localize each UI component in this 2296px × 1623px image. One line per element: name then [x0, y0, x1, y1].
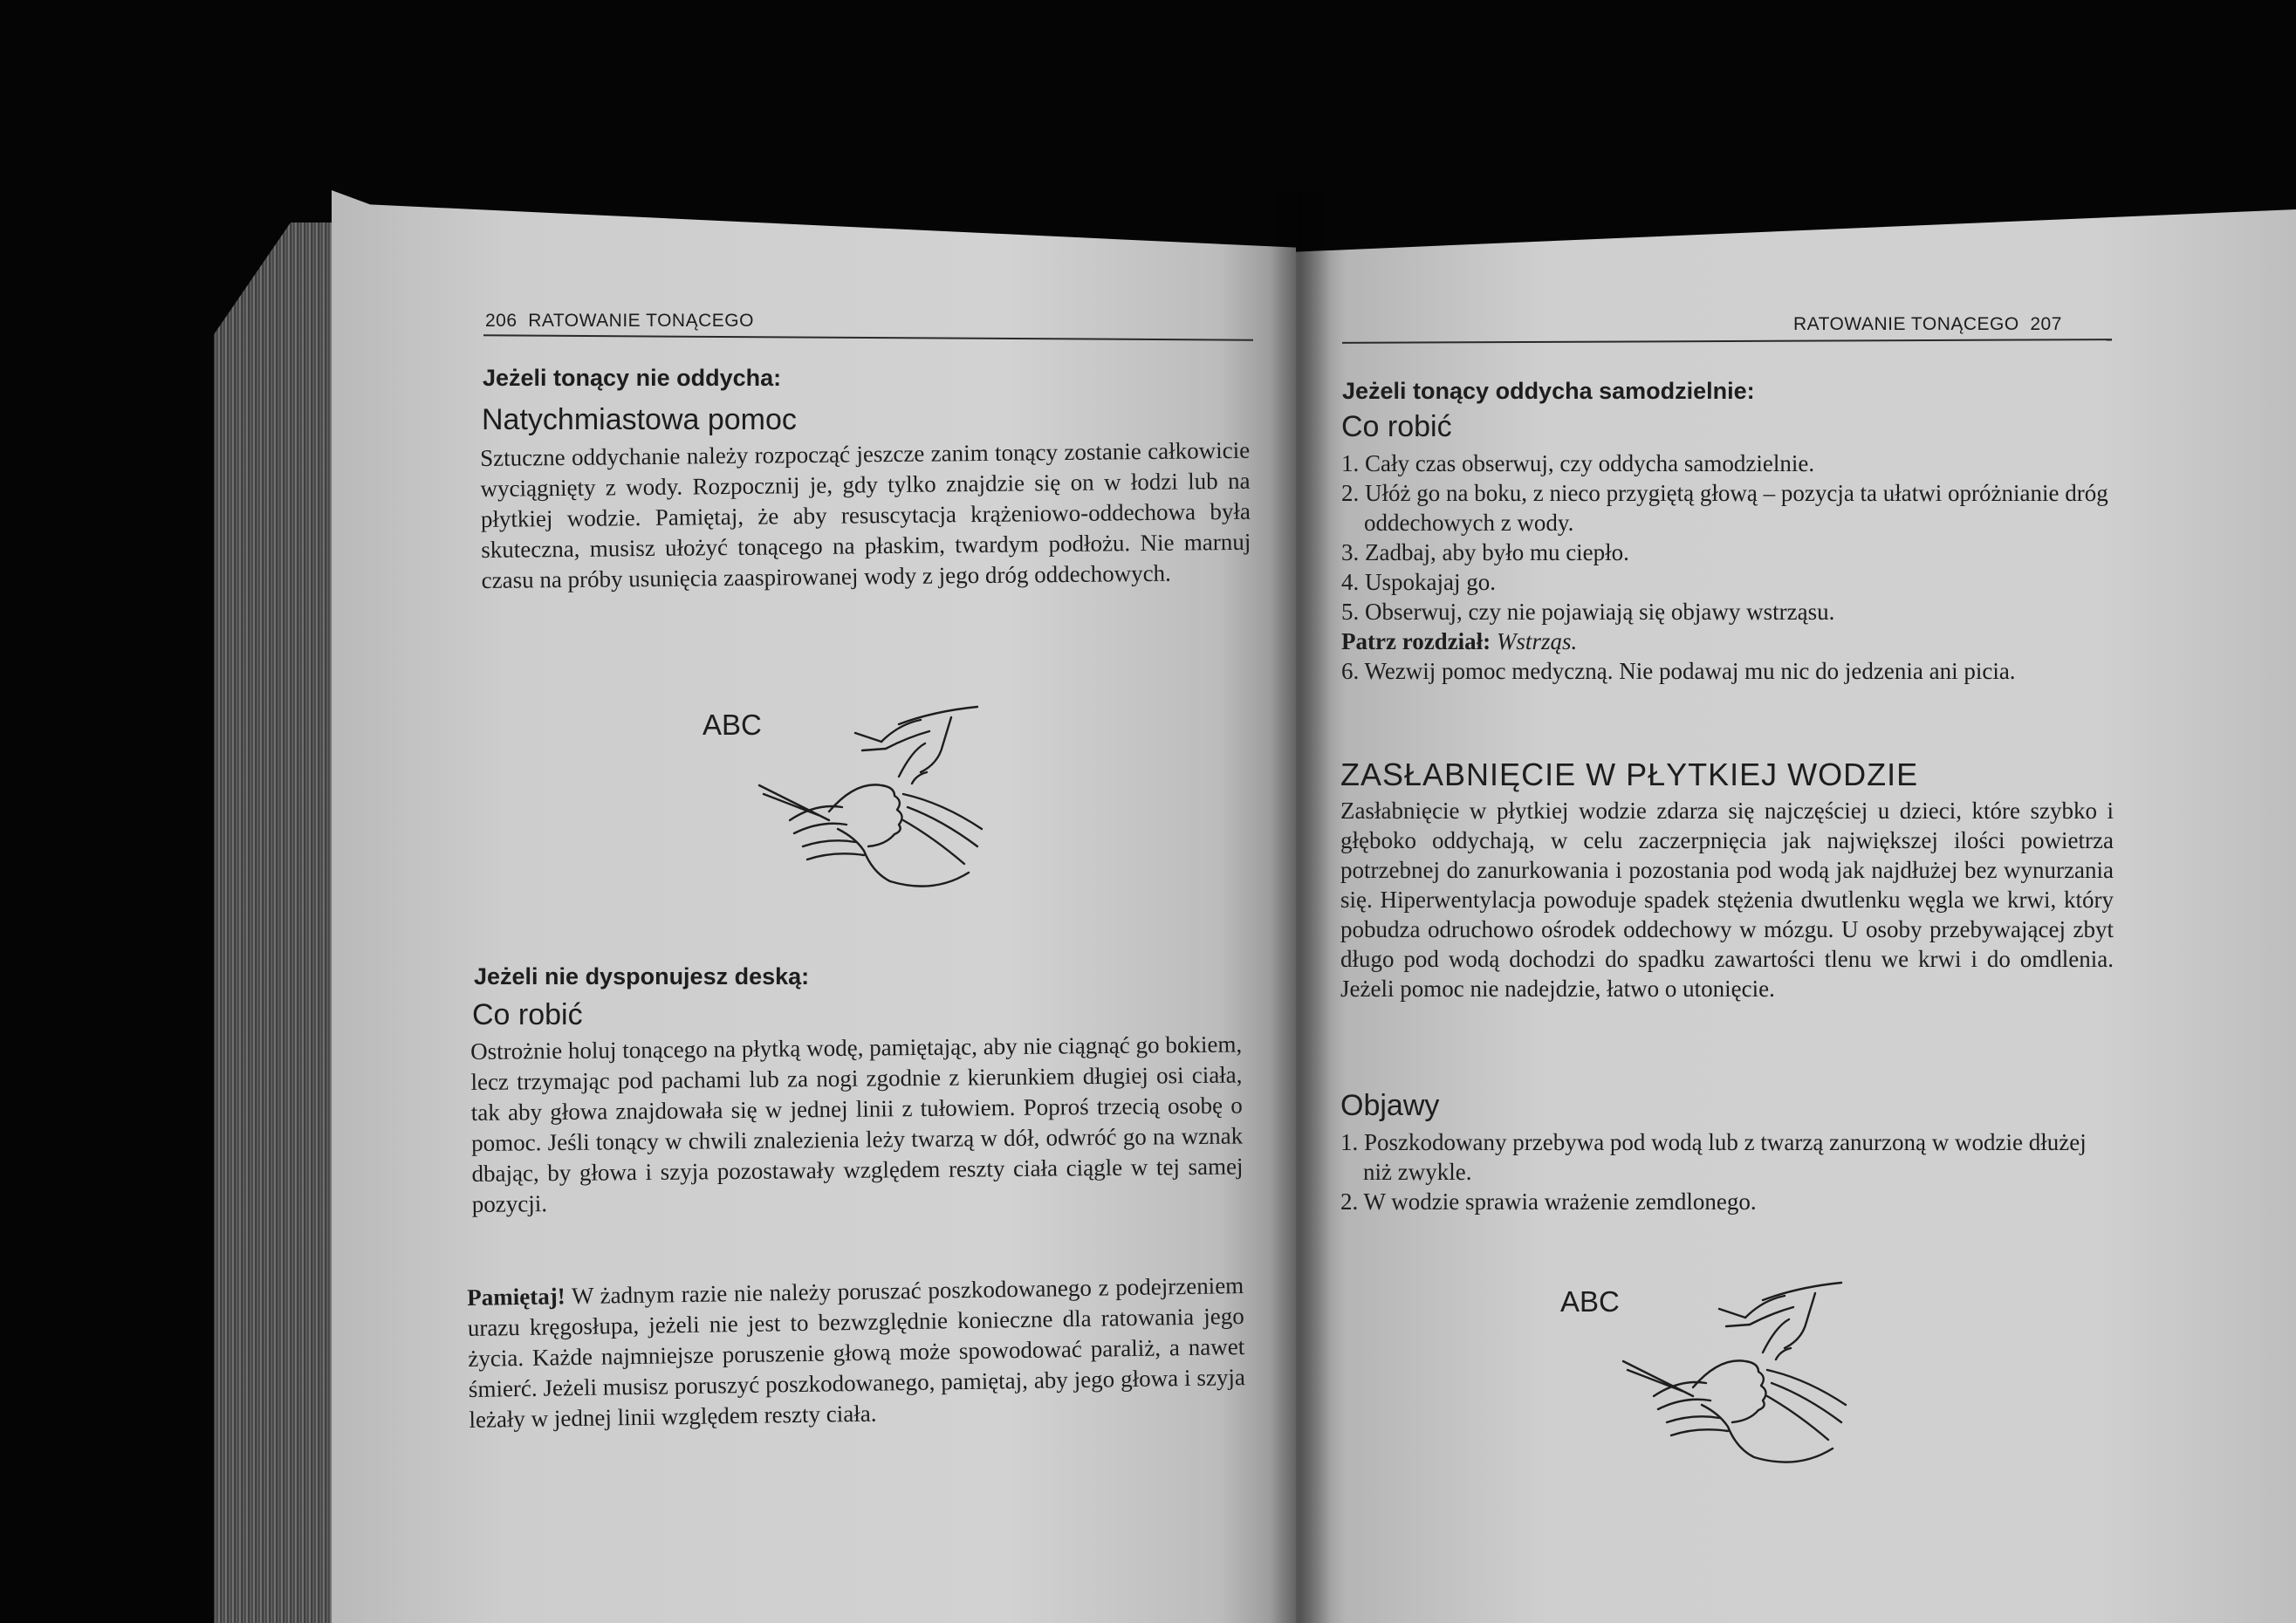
left-section1-paragraph: Sztuczne oddychanie należy rozpocząć jeszcze zanim tonący zostanie całkowicie wyciągnięty z wody. Rozpocznij je, gdy tylko znajdzie się on w łodzi lub na płytkiej wodzie. Pamiętaj, że aby resuscytacja krążeniowo-oddechowa była skuteczna, musisz ułożyć tonącego na płaskim, twardym podłożu. Nie marnuj czasu na próby usunięcia zaaspirowanej wody z jego dróg oddechowych. — [480, 436, 1251, 593]
book-gutter-shadow — [1270, 192, 1331, 1623]
left-page-number: 206 — [485, 311, 517, 331]
right-step-2: 2. Ułóż go na boku, z nieco przygiętą głową – pozycja ta ułatwi opróżnianie dróg oddechowych z wody. — [1341, 480, 2108, 536]
right-section1-subheading: Co robić — [1341, 410, 1452, 443]
left-note-text: W żadnym razie nie należy poruszać poszkodowanego z podejrzeniem urazu kręgosłupa, jeżeli nie jest to bezwzględnie konieczne dla ratowania jego życia. Każde najmniejsze poruszenie głową może spowodować paraliż, a nawet śmierć. Jeżeli musisz poruszyć poszkodowanego, pamiętaj, aby jego głowa i szyja leżały w jednej linii względem reszty ciała. — [467, 1272, 1246, 1433]
left-section1-heading: Jeżeli tonący nie oddycha: — [483, 365, 782, 391]
right-running-head — [1793, 314, 2062, 335]
right-symptom-2: 2. W wodzie sprawia wrażenie zemdlonego. — [1340, 1188, 1757, 1215]
right-section2-heading: ZASŁABNIĘCIE W PŁYTKIEJ WODZIE — [1340, 757, 1919, 792]
left-note-lead: Pamiętaj! — [467, 1283, 565, 1311]
right-step-1: 1. Cały czas obserwuj, czy oddycha samodzielnie. — [1341, 450, 1815, 476]
reference-target: Wstrząs. — [1496, 628, 1578, 654]
left-section2-paragraph: Ostrożnie holuj tonącego na płytką wodę, pamiętając, aby nie ciągnąć go bokiem, lecz trzymając pod pachami lub za nogi zgodnie z kierunkiem długiej osi ciała, tak aby głowa znajdowała się w jednej linii z tułowiem. Poproś trzecią osobę o pomoc. Jeśli tonący w chwili znalezienia leży twarzą w dół, odwróć go na wznak dbając, by głowa i szyja pozostawały względem reszty ciała ciągle w tej samej pozycji. — [470, 1031, 1244, 1217]
right-section2-subheading: Objawy — [1340, 1089, 1440, 1122]
left-section1-subheading: Natychmiastowa pomoc — [482, 403, 797, 436]
right-step-4: 4. Uspokajaj go. — [1341, 569, 1496, 595]
right-step-5: 5. Obserwuj, czy nie pojawiają się objawy wstrząsu. — [1341, 599, 1835, 625]
left-note-paragraph — [467, 1270, 1246, 1435]
left-section2-heading: Jeżeli nie dysponujesz deską: — [474, 963, 810, 990]
left-figure-label: ABC — [703, 709, 762, 741]
reference-label: Patrz rozdział: — [1341, 628, 1491, 654]
left-section2-subheading: Co robić — [472, 998, 583, 1031]
right-symptom-1: 1. Poszkodowany przebywa pod wodą lub z twarzą zanurzoną w wodzie dłużej niż zwykle. — [1340, 1129, 2087, 1185]
left-running-title: RATOWANIE TONĄCEGO — [528, 311, 754, 331]
right-section2-steps — [1340, 1127, 2114, 1216]
right-section1-heading: Jeżeli tonący oddycha samodzielnie: — [1342, 378, 1755, 404]
right-section1-steps — [1341, 449, 2118, 686]
right-step-3: 3. Zadbaj, aby było mu ciepło. — [1341, 539, 1629, 565]
right-step-6: 6. Wezwij pomoc medyczną. Nie podawaj mu nic do jedzenia ani picia. — [1341, 658, 2016, 684]
right-cpr-illustration — [1588, 1274, 1885, 1483]
right-page-number: 207 — [2030, 314, 2062, 334]
right-section2-paragraph: Zasłabnięcie w płytkiej wodzie zdarza się najczęściej u dzieci, które szybko i głęboko oddychają, w celu zaczerpnięcia jak największej ilości powietrza potrzebnej do zanurkowania i pozostania pod wodą jak najdłużej bez wynurzania się. Hiperwentylacja powoduje spadek stężenia dwutlenku węgla we krwi, który pobudza odruchowo ośrodek oddechowy w mózgu. U osoby przebywającej zbyt długo pod wodą dochodzi do spadku zawartości tlenu we krwi i do omdlenia. Jeżeli pomoc nie nadejdzie, łatwo o utonięcie. — [1340, 798, 2114, 1002]
left-cpr-illustration — [724, 698, 1021, 907]
right-running-title: RATOWANIE TONĄCEGO — [1793, 314, 2019, 334]
left-running-head — [485, 311, 754, 332]
right-step-5-reference — [1341, 627, 2118, 656]
right-figure-label: ABC — [1560, 1285, 1620, 1318]
